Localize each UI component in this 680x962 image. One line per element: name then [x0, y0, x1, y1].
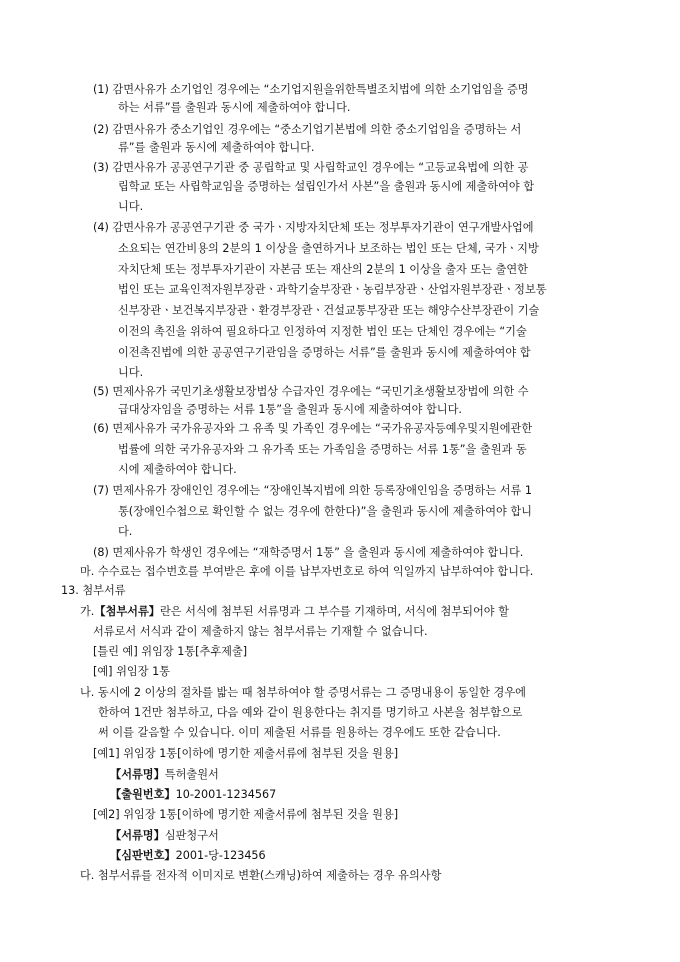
example-2-doc-value: 심판청구서	[164, 829, 219, 842]
wrong-example: [틀린 예] 위임장 1통[추후제출]	[93, 645, 248, 658]
para-8: (8) 면제사유가 학생인 경우에는 “재학증명서 1통” 을 출원과 동시에 제출하여야 합니다.	[93, 546, 524, 559]
para-3-line-2: 립학교 또는 사립학교임을 증명하는 설립인가서 사본”을 출원과 동시에 제출하여야 합	[118, 180, 535, 193]
example-1-doc-label: 【서류명】	[110, 768, 165, 781]
example-1-number-value: 10-2001-1234567	[175, 788, 277, 801]
example-2-number-row	[110, 848, 266, 863]
attachments-bracket-label: 【첨부서류】	[94, 605, 160, 618]
para-4-line-3: 자치단체 또는 정부투자기관이 자본금 또는 재산의 2분의 1 이상을 출자 또는 출연한	[118, 263, 528, 276]
para-7-line-1: (7) 면제사유가 장애인인 경우에는 “장애인복지법에 의한 등록장애인임을 증명하는 서류 1	[93, 484, 533, 497]
para-ga-line-2: 서류로서 서식과 같이 제출하지 않는 첨부서류는 기재할 수 없습니다.	[93, 625, 428, 638]
para-ga-line-1	[80, 604, 509, 619]
para-1-line-1: (1) 감면사유가 소기업인 경우에는 “소기업지원을위한특별조치법에 의한 소기업임을 증명	[93, 83, 529, 96]
para-2-line-1: (2) 감면사유가 중소기업인 경우에는 “중소기업기본법에 의한 중소기업임을 증명하는 서	[93, 123, 522, 136]
example-1-number-row	[110, 787, 276, 802]
para-6-line-3: 시에 제출하여야 합니다.	[118, 463, 237, 476]
para-6-line-1: (6) 면제사유가 국가유공자와 그 유족 및 가족인 경우에는 “국가유공자등예우및지원에관한	[93, 422, 533, 435]
example-2-doc-row	[110, 828, 219, 843]
para-4-line-1: (4) 감면사유가 공공연구기관 중 국가ㆍ지방자치단체 또는 정부투자기관이 연구개발사업에	[93, 221, 534, 234]
para-4-line-8: 니다.	[118, 366, 144, 379]
example-2-number-value: 2001-당-123456	[175, 849, 266, 862]
para-2-line-2: 류”를 출원과 동시에 제출하여야 합니다.	[118, 141, 315, 154]
para-4-line-6: 이전의 촉진을 위하여 필요하다고 인정하여 지정한 법인 또는 단체인 경우에는 “기술	[118, 325, 527, 338]
para-4-line-2: 소요되는 연간비용의 2분의 1 이상을 출연하거나 보조하는 법인 또는 단체, 국가ㆍ지방	[118, 242, 539, 255]
para-ma: 마. 수수료는 접수번호를 부여받은 후에 이를 납부자번호로 하여 익일까지 납부하여야 합니다.	[80, 565, 534, 578]
example-1-doc-value: 특허출원서	[164, 768, 219, 781]
example-1-heading: [예1] 위임장 1통[이하에 명기한 제출서류에 첨부된 것을 원용]	[93, 747, 399, 760]
para-5-line-1: (5) 면제사유가 국민기초생활보장법상 수급자인 경우에는 “국민기초생활보장법에 의한 수	[93, 385, 529, 398]
section-13-heading: 13. 첨부서류	[61, 584, 126, 597]
para-ga-marker: 가.	[80, 605, 95, 618]
para-4-line-7: 이전촉진법에 의한 공공연구기관임을 증명하는 서류”를 출원과 동시에 제출하여야 합	[118, 346, 531, 359]
para-na-line-3: 써 이를 갈음할 수 있습니다. 이미 제출된 서류를 원용하는 경우에도 또한 같습니다.	[98, 726, 501, 739]
example-2-number-label: 【심판번호】	[110, 849, 176, 862]
example-1-doc-row	[110, 767, 219, 782]
para-5-line-2: 급대상자임을 증명하는 서류 1통”을 출원과 동시에 제출하여야 합니다.	[118, 403, 462, 416]
para-ga-line-1-text: 란은 서식에 첨부된 서류명과 그 부수를 기재하며, 서식에 첨부되어야 할	[159, 605, 509, 618]
para-3-line-3: 니다.	[118, 200, 144, 213]
para-1-line-2: 하는 서류”를 출원과 동시에 제출하여야 합니다.	[118, 101, 351, 114]
para-7-line-3: 다.	[118, 525, 133, 538]
para-da: 다. 첨부서류를 전자적 이미지로 변환(스캐닝)하여 제출하는 경우 유의사항	[80, 869, 442, 882]
para-na-line-1: 나. 동시에 2 이상의 절차를 밟는 때 첨부하여야 할 증명서류는 그 증명내용이 동일한 경우에	[80, 686, 526, 699]
para-4-line-4: 법인 또는 교육인적자원부장관ㆍ과학기술부장관ㆍ농림부장관ㆍ산업자원부장관ㆍ정보통	[118, 283, 547, 296]
correct-example: [예] 위임장 1통	[93, 665, 170, 678]
para-na-line-2: 한하여 1건만 첨부하고, 다음 예와 같이 원용한다는 취지를 명기하고 사본을 첨부함으로	[98, 706, 523, 719]
para-4-line-5: 신부장관ㆍ보건복지부장관ㆍ환경부장관ㆍ건설교통부장관 또는 해양수산부장관이 기술	[118, 304, 540, 317]
para-7-line-2: 통(장애인수첩으로 확인할 수 없는 경우에 한한다)”을 출원과 동시에 제출하여야 합니	[118, 505, 532, 518]
example-2-heading: [예2] 위임장 1통[이하에 명기한 제출서류에 첨부된 것을 원용]	[93, 808, 399, 821]
example-1-number-label: 【출원번호】	[110, 788, 176, 801]
para-6-line-2: 법률에 의한 국가유공자와 그 유가족 또는 가족임을 증명하는 서류 1통”을 출원과 동	[118, 443, 527, 456]
example-2-doc-label: 【서류명】	[110, 829, 165, 842]
para-3-line-1: (3) 감면사유가 공공연구기관 중 공립학교 및 사립학교인 경우에는 “고등교육법에 의한 공	[93, 161, 529, 174]
